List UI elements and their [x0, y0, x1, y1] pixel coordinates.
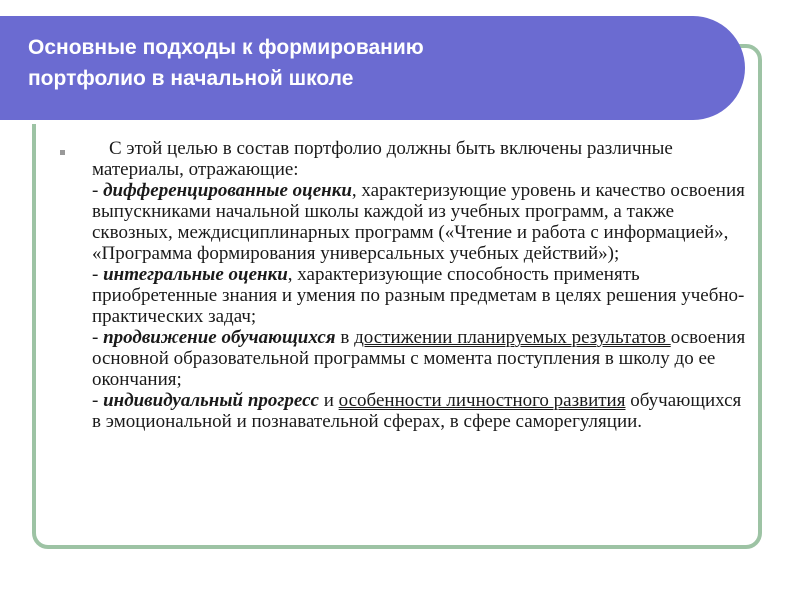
dash: - [92, 390, 104, 411]
intro-text: С этой целью в состав портфолио должны быть включены различные материалы, отражающие: [92, 138, 673, 180]
list-item-individual [92, 390, 752, 432]
intro-paragraph [92, 138, 752, 180]
title-underline [0, 120, 706, 124]
item-text: обучающихся в эмоциональной и познавательной сферах, в сфере саморегуляции. [92, 390, 742, 432]
bullet-marker [60, 150, 65, 155]
underlined-planned-results: достижении планируемых результатов [354, 327, 671, 348]
underlined-personal-development: особенности личностного развития [338, 390, 626, 411]
emphasis-integral-assessments: интегральные оценки [103, 264, 288, 285]
slide-title [28, 32, 708, 94]
slide-title-line-1: Основные подходы к формированию [28, 36, 424, 59]
dash: - [92, 327, 104, 348]
slide-title-line-2: портфолио в начальной школе [28, 67, 354, 90]
list-item-differentiated [92, 180, 752, 264]
item-text: освоения основной образовательной программы с момента поступления в школу до ее окончания; [92, 327, 746, 390]
dash: - [92, 180, 104, 201]
emphasis-differentiated-assessments: дифференцированные оценки [103, 180, 352, 201]
dash: - [92, 264, 104, 285]
connector-text: в [335, 327, 355, 348]
connector-text: и [318, 390, 339, 411]
body-paragraph [92, 138, 752, 432]
item-text: , характеризующие уровень и качество освоения выпускниками начальной школы каждой из учебных программ, а также сквозных, междисциплинарных программ («Чтение и работа с информацией», «Программа формирования универсальных учебных действий»); [92, 180, 745, 264]
emphasis-individual-progress: индивидуальный прогресс [103, 390, 319, 411]
item-text: , характеризующие способность применять приобретенные знания и умения по разным предметам в целях решения учебно-практических задач; [92, 264, 745, 327]
list-item-integral [92, 264, 752, 327]
list-item-progress [92, 327, 752, 390]
emphasis-student-progress: продвижение обучающихся [103, 327, 336, 348]
